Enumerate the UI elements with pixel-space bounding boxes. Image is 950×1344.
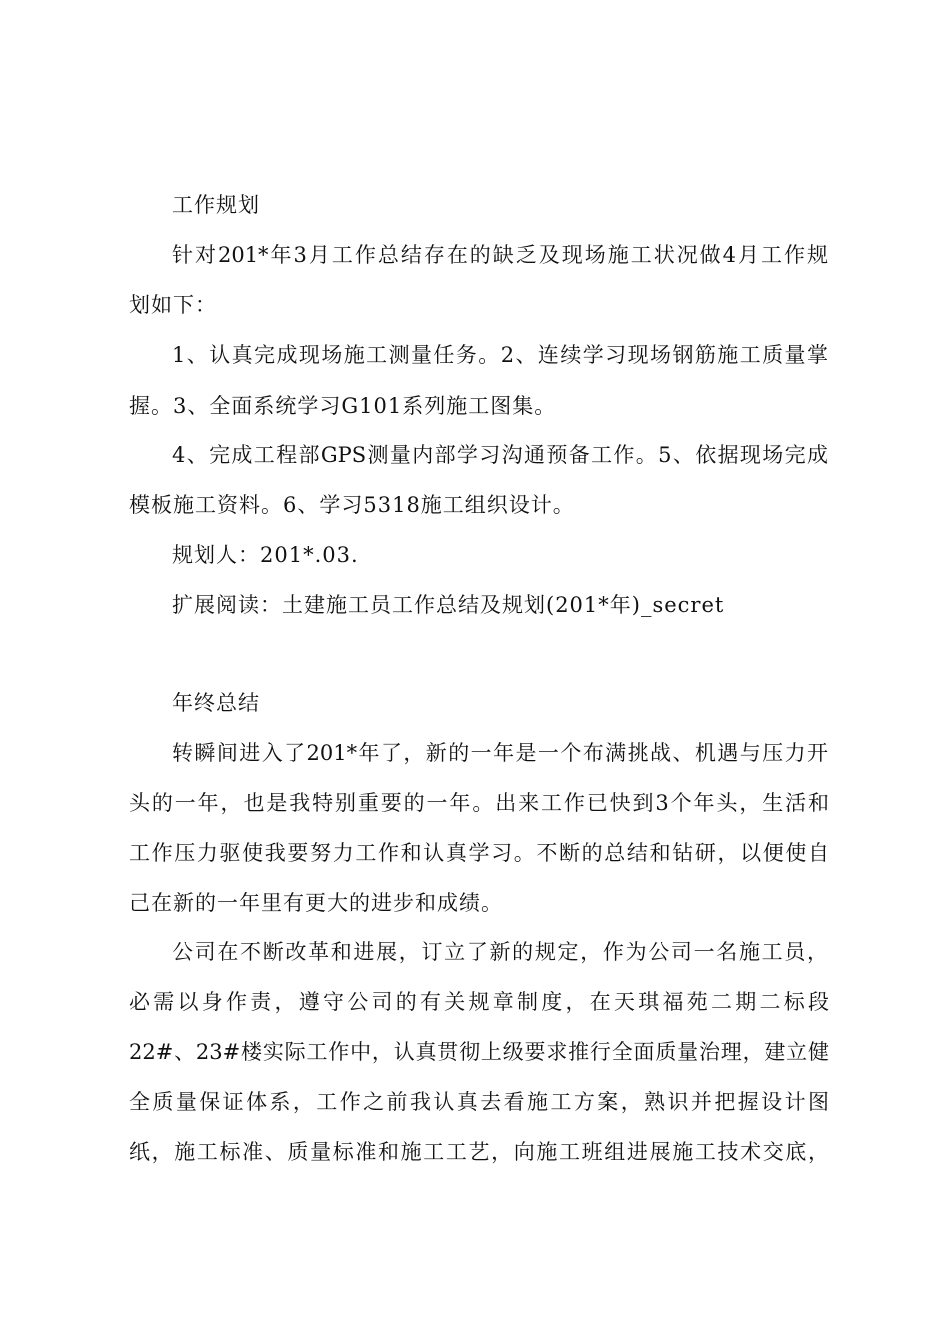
para2-line-3: 22#、23#楼实际工作中，认真贯彻上级要求推行全面质量治理，建立健 <box>129 1040 829 1064</box>
para1-line-1: 转瞬间进入了201*年了，新的一年是一个布满挑战、机遇与压力开 <box>172 741 828 765</box>
extended-reading-line: 扩展阅读：土建施工员工作总结及规划(201*年)_secret <box>172 593 725 617</box>
plan-items-line-1: 1、认真完成现场施工测量任务。2、连续学习现场钢筋施工质量掌 <box>172 343 828 367</box>
planner-line: 规划人：201*.03. <box>172 543 359 567</box>
intro-line-2: 划如下： <box>129 293 217 317</box>
para1-line-2: 头的一年，也是我特别重要的一年。出来工作已快到3个年头，生活和 <box>129 791 829 815</box>
plan-items-line-4: 模板施工资料。6、学习5318施工组织设计。 <box>129 493 575 517</box>
section-heading-year-end: 年终总结 <box>172 691 260 715</box>
para1-line-4: 己在新的一年里有更大的进步和成绩。 <box>129 891 503 915</box>
plan-items-line-3: 4、完成工程部GPS测量内部学习沟通预备工作。5、依据现场完成 <box>172 443 828 467</box>
para2-line-1: 公司在不断改革和进展，订立了新的规定，作为公司一名施工员， <box>172 940 828 964</box>
para2-line-4: 全质量保证体系，工作之前我认真去看施工方案，熟识并把握设计图 <box>129 1090 829 1114</box>
intro-line-1: 针对201*年3月工作总结存在的缺乏及现场施工状况做4月工作规 <box>172 243 828 267</box>
para2-line-5: 纸，施工标准、质量标准和施工工艺，向施工班组进展施工技术交底， <box>129 1140 829 1164</box>
para2-line-2: 必需以身作责，遵守公司的有关规章制度，在天琪福苑二期二标段 <box>129 990 829 1014</box>
plan-items-line-2: 握。3、全面系统学习G101系列施工图集。 <box>129 394 557 418</box>
section-heading-work-plan: 工作规划 <box>172 193 260 217</box>
para1-line-3: 工作压力驱使我要努力工作和认真学习。不断的总结和钻研，以便使自 <box>129 841 829 865</box>
